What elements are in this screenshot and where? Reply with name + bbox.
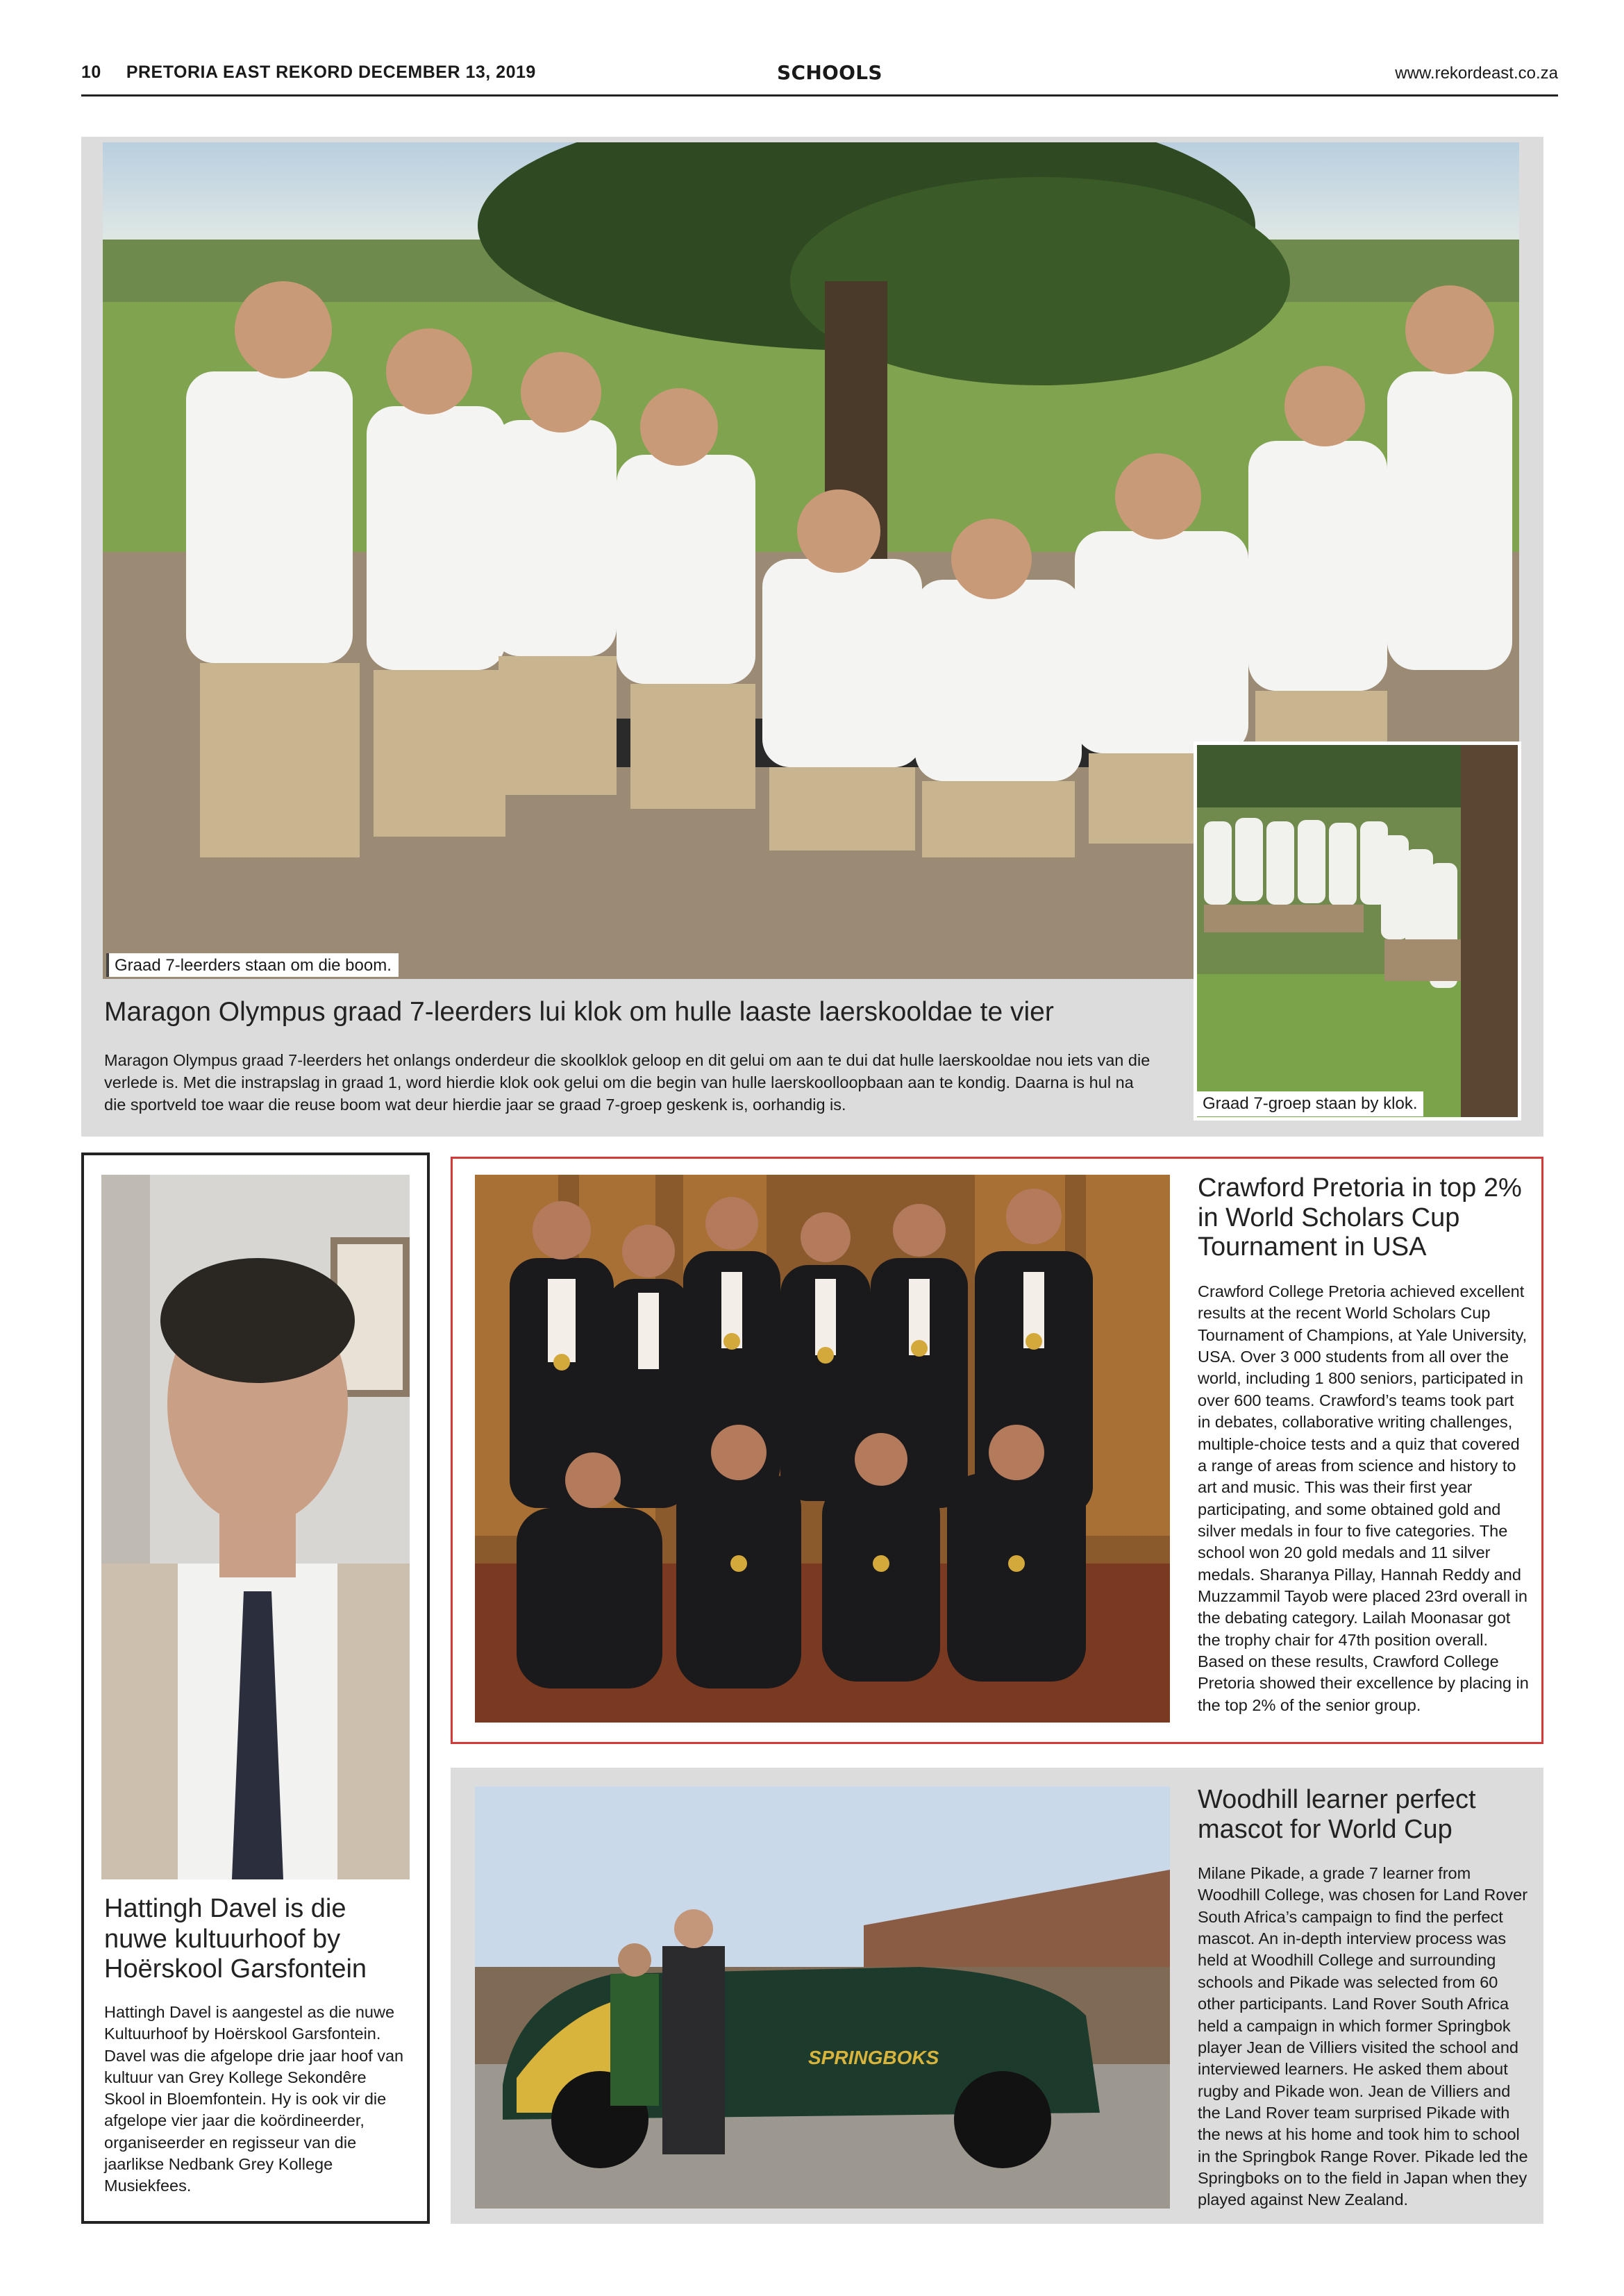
story1-inset-photo <box>1194 741 1521 1121</box>
story4-headline: Woodhill learner perfect mascot for World Cup <box>1198 1785 1476 1844</box>
story1-inset-caption: Graad 7-groep staan by klok. <box>1197 1091 1423 1116</box>
header-rule <box>81 94 1558 97</box>
story1-body: Maragon Olympus graad 7-leerders het onlangs onderdeur die skoolklok geloop en dit gelui om aan te dui dat hulle laerskooldae nou iets van die verlede is. Met die instrapslag in graad 1, word hierdie klok ook gelui om die begin van hulle laerskoolloopbaan aan te kondig. Daarna is hul na die sportveld toe waar die reuse boom wat deur hierdie jaar se graad 7-groep geskenk is, oorhandig is. <box>104 1051 1150 1114</box>
story3-headline: Crawford Pretoria in top 2% in World Scholars Cup Tournament in USA <box>1198 1173 1522 1262</box>
story4-body: Milane Pikade, a grade 7 learner from Woodhill College, was chosen for Land Rover South Africa’s campaign to find the perfect mascot. An in-depth interview process was held at Woodhill College and surrounding schools and Pikade was selected from 60 other participants. Land Rover South Africa held a campaign in which former Springbok player Jean de Villiers visited the school and interviewed learners. He asked them about rugby and Pikade won. Jean de Villiers and the Land Rover team surprised Pikade with the news at his home and took him to school in the Springbok Range Rover. Pikade led the Springboks on to the field in Japan when they played against New Zealand. <box>1198 1864 1528 2209</box>
page-header-left <box>81 62 536 83</box>
story4-car-photo <box>475 1786 1170 2209</box>
story1-photo-caption: Graad 7-leerders staan om die boom. <box>106 953 399 977</box>
story2-portrait-photo <box>101 1175 410 1879</box>
story2-headline: Hattingh Davel is die nuwe kultuurhoof by Hoërskool Garsfontein <box>104 1894 367 1984</box>
publication-dateline: PRETORIA EAST REKORD DECEMBER 13, 2019 <box>126 62 536 82</box>
website-url[interactable]: www.rekordeast.co.za <box>1395 64 1558 83</box>
section-label: SCHOOLS <box>777 61 882 84</box>
car-springboks-text: SPRINGBOKS <box>808 2047 939 2068</box>
story3-body: Crawford College Pretoria achieved excellent results at the recent World Scholars Cup Tournament of Champions, at Yale University, USA. Over 3 000 students from all over the world, including 1 800 seniors, participated in over 600 teams. Crawford’s teams took part in debates, collaborative writing challenges, multiple-choice tests and a quiz that covered a range of areas from science and history to art and music. This was their first year participating, and some obtained gold and silver medals in four to five categories. The school won 20 gold medals and 11 silver medals. Sharanya Pillay, Hannah Reddy and Muzzammil Tayob were placed 23rd overall in the debating category. Lailah Moonasar got the trophy chair for 47th position overall. Based on these results, Crawford College Pretoria showed their excellence by placing in the top 2% of the senior group. <box>1198 1282 1529 1714</box>
story2-body: Hattingh Davel is aangestel as die nuwe Kultuurhoof by Hoërskool Garsfontein. Davel was die afgelope drie jaar hoof van kultuur van Grey Kollege Sekondêre Skool in Bloemfontein. Hy is ook vir die afgelope vier jaar die koördineerder, organiseerder en regisseur van die jaarlikse Nedbank Grey Kollege Musiekfees. <box>104 2003 404 2195</box>
story1-headline: Maragon Olympus graad 7-leerders lui klok om hulle laaste laerskooldae te vier <box>104 997 1054 1027</box>
story3-group-photo <box>475 1175 1170 1723</box>
page-number: 10 <box>81 62 101 82</box>
